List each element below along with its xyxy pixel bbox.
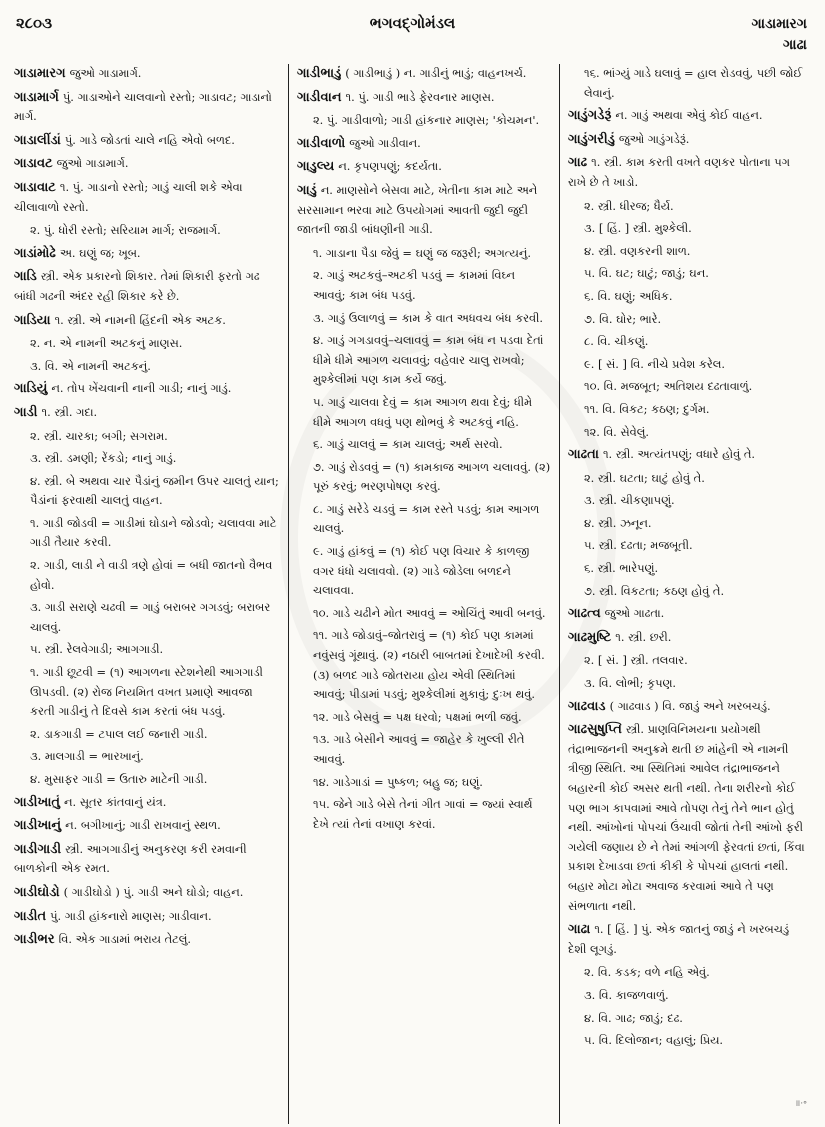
- entry: [568, 720, 811, 916]
- definition: જુઓ ગાડીવાન.: [349, 135, 421, 150]
- sense: ૬. વિ. ઘણું; અધિક.: [584, 288, 673, 303]
- sense: ૧૬. ભાંગ્યું ગાડે ઘલાવું = હાલ રોડવવું, પછી જોઈ લેવાનું.: [584, 66, 803, 100]
- guide-words: [751, 14, 807, 56]
- headword: ગાઢા: [568, 922, 591, 938]
- definition: ૧. સ્ત્રી. અત્યંતપણું; વધારે હોવું તે.: [602, 447, 756, 462]
- sense: ૨. સ્ત્રી. ઘટતા; ઘાટું હોવું તે.: [584, 470, 705, 485]
- headword: ગાઢવાડ: [568, 698, 606, 714]
- sense: ૨. પું. ધોરી રસ્તો; સરિયામ માર્ગ; રાજમાર્ગ.: [30, 223, 221, 238]
- headword: ગાડુંગરીડું: [568, 131, 615, 147]
- definition: વિ. એક ગાડામાં ભરાય તેટલું.: [58, 932, 192, 947]
- sense: ૩. વિ. કાજળવાળું.: [584, 987, 669, 1002]
- headword: ગાડુંગડેરૂં: [568, 108, 612, 124]
- entry: [14, 793, 280, 813]
- sense: ૫. ગાડું ચાલવા દેવું = કામ આગળ થવા દેવું; ધીમે ધીમે આગળ વધવું પણ થોભવું કે અટકવું નહિ.: [313, 394, 533, 429]
- entry: [14, 267, 280, 306]
- headword: ગાડુલ્ય: [297, 159, 335, 175]
- entry: [14, 244, 280, 264]
- sense: ૯. ગાડું હાંકવું = (૧) કોઈ પણ વિચાર કે કાળજી વગર ધંધો ચલાવવો. (૨) ગાડે જોડેલા બળદને ચલાવવા.: [313, 544, 530, 598]
- definition: ન. માણસોને બેસવા માટે, ખેતીના કામ માટે અને સરસામાન ભરવા માટે ઉપયોગમાં આવતી જુદી જુદી જાતની જાડી બાંધણીની ગાડી.: [297, 182, 538, 237]
- guide-word-last: ગાઢા: [782, 37, 807, 53]
- sense: ૪. મુસાફર ગાડી = ઉતારુ માટેની ગાડી.: [30, 772, 208, 786]
- sense: ૨. સ્ત્રી. ચારકા; બગી; સગરામ.: [30, 428, 168, 443]
- entry: [14, 311, 280, 331]
- definition: ન. કૃપણપણું; કદર્યતા.: [338, 159, 442, 174]
- definition: ૧. પું. ગાડી ભાડે ફેરવનાર માણસ.: [345, 89, 495, 104]
- sense: ૫. સ્ત્રી. દઢતા; મજબૂતી.: [584, 538, 693, 553]
- headword: ગાડીવાન: [297, 89, 342, 105]
- entry: [14, 883, 280, 903]
- entry: [14, 930, 280, 950]
- entry: [14, 154, 280, 174]
- headword: ગાડીખાતું: [14, 794, 61, 810]
- guide-word-first: ગાડામારગ: [751, 16, 807, 32]
- sense: ૨. પું. ગાડીવાળો; ગાડી હાંકનાર માણસ; 'કોચમન'.: [313, 113, 540, 128]
- entry: [14, 403, 280, 423]
- headword: ગાડું: [297, 182, 317, 198]
- entry: [297, 181, 551, 240]
- sense: ૪. વિ. ગાઢ; જાડું; દઢ.: [584, 1010, 683, 1025]
- entry: [297, 134, 551, 154]
- sense: ૩. [ હિં. ] સ્ત્રી. મુશ્કેલી.: [584, 221, 692, 236]
- sense: ૧. ગાડી છૂટવી = (૧) આગળના સ્ટેશનેથી આગગાડી ઊપડવી. (૨) રોજ નિયમિત વખત પ્રમાણે આવજા કરતી ગાડીનું તે દિવસે કામ કરતાં બંધ પડવું.: [30, 665, 263, 719]
- entry: [568, 697, 811, 717]
- corner-mark: ॥·॰: [794, 1099, 807, 1109]
- entry: [297, 88, 551, 108]
- entry: [14, 178, 280, 217]
- sense: ૧૧. વિ. વિકટ; કઠણ; દુર્ગમ.: [584, 401, 710, 416]
- headword: ગાડામારગ: [14, 66, 66, 81]
- definition: જુઓ ગાડામાર્ગ.: [69, 66, 142, 80]
- sense: ૨. સ્ત્રી. ધીરજ; ધૈર્ય.: [584, 198, 674, 213]
- definition: ન. ગાડું અથવા એવું કોઈ વાહન.: [615, 108, 763, 123]
- sense: ૫. વિ. ઘટ; ઘાટું; જાડું; ઘન.: [584, 266, 709, 281]
- headword: ગાડીભાડું: [297, 66, 342, 81]
- sense: ૨. ડાકગાડી = ટપાલ લઈ જનારી ગાડી.: [30, 726, 208, 741]
- sense: ૪. સ્ત્રી. ઝનૂન.: [584, 515, 652, 530]
- definition: જુઓ ગાડામાર્ગ.: [56, 156, 129, 171]
- page-header: [14, 12, 811, 64]
- column-middle: [288, 64, 560, 1124]
- sense: ૧૧. ગાડે જોડાવું–જોતરાવું = (૧) કોઈ પણ કામમાં નવુંસવું ગૂંથાવું. (૨) નઠારી બાબતમાં દેખાદેખી કરવી. (૩) બળદ ગાડે જોતરાયા હોય એવી સ્થિતિમાં આવવું; પીડામાં પડવું; મુશ્કેલીમાં મુકાવું; દુઃખ થવું.: [313, 628, 545, 702]
- definition: સ્ત્રી. પ્રાણવિનિમયના પ્રયોગથી તંદ્રાભાજનની અનુક્રમે થતી છ માંહેની એ નામની ત્રીજી સ્થિતિ. આ સ્થિતિમાં આવેલ તંદ્રાભાજનને બહારની કોઈ અસર થતી નથી. તેના શરીરનો કોઈ પણ ભાગ કાપવામાં આવે તોપણ તેનું તેને ભાન હોતું નથી. આંખોનાં પોપચાં ઉંચાવી જોતાં તેની આંખો ફરી ગયેલી જણાય છે ને તેમાં આંગળી ફેરવતાં છતાં, કિંવા પ્રકાશ દેખાડવા છતાં કીકી કે પોપચાં હાલતાં નથી. બહાર મોટા મોટા અવાજ કરવામાં આવે તે પણ સંભળાતા નથી.: [568, 722, 805, 913]
- entry: [568, 130, 811, 150]
- entry: [14, 379, 280, 399]
- definition: પું. ગાડે જોડતાં ચાલે નહિ એવો બળદ.: [64, 132, 235, 147]
- page-number: ૨૮૦૩: [16, 14, 53, 32]
- entry: [568, 106, 811, 126]
- entry: [14, 907, 280, 927]
- sense: ૩. વિ. એ નામની અટકનું.: [30, 358, 151, 373]
- headword: ગાડીત: [14, 908, 47, 924]
- entry: [568, 445, 811, 465]
- sense: ૧૨. ગાડે બેસવું = પક્ષ ધરવો; પક્ષમાં ભળી જવું.: [313, 709, 522, 724]
- sense: ૭. ગાડું રોડવવું = (૧) કામકાજ આગળ ચલાવવું. (૨) પૂરું કરવું; ભરણપોષણ કરવું.: [313, 459, 551, 494]
- entry: [14, 840, 280, 879]
- sense: ૩. વિ. લોભી; કૃપણ.: [584, 676, 677, 691]
- headword: ગાડિયા: [14, 312, 51, 328]
- headword: ગાડાલીંડાં: [14, 132, 61, 148]
- sense: ૬. સ્ત્રી. ભારેપણું.: [584, 561, 659, 576]
- sense: ૧. ગાડાના પૈડા જેવું = ઘણું જ જરૂરી; અગત્યનું.: [313, 245, 531, 260]
- sense: ૩. સ્ત્રી. ડમણી; રેંકડો; નાનું ગાડું.: [30, 451, 177, 466]
- headword: ગાડાવટ: [14, 156, 53, 172]
- definition: સ્ત્રી. એક પ્રકારનો શિકાર. તેમાં શિકારી ફરતો ગઢ બાંધી ગઢની અંદર રહી શિકાર કરે છે.: [14, 269, 260, 303]
- sense: ૧. ગાડી જોડવી = ગાડીમાં ઘોડાને જોડવો; ચલાવવા માટે ગાડી તૈયાર કરવી.: [30, 515, 277, 550]
- entry: [568, 153, 811, 192]
- entry: [14, 88, 280, 127]
- headword: ગાડી: [14, 404, 38, 420]
- sense: ૪. સ્ત્રી. બે અથવા ચાર પૈડાંનું જમીન ઉપર ચાલતું યાન; પૈડાંનાં ફરવાથી ચાલતું વાહન.: [30, 473, 279, 508]
- entry: [568, 920, 811, 959]
- headword: ગાડિ: [14, 269, 37, 285]
- definition: પું. ગાડી હાંકનારો માણસ; ગાડીવાન.: [50, 908, 212, 923]
- sense: ૯. [ સં. ] વિ. નીચે પ્રવેશ કરેલ.: [584, 356, 726, 371]
- dictionary-columns: [14, 64, 811, 1124]
- sense: ૧૫. જેને ગાડે બેસે તેનાં ગીત ગાવાં = જ્યાં સ્વાર્થ દેખે ત્યાં તેનાં વખાણ કરવાં.: [313, 797, 533, 831]
- entry: [297, 157, 551, 177]
- sense: ૧૦. વિ. મજબૂત; અતિશય દઢતાવાળું.: [584, 379, 753, 394]
- definition: ૧. પું. ગાડાનો રસ્તો; ગાડું ચાલી શકે એવા ચીલાવાળો રસ્તો.: [14, 179, 243, 214]
- headword: ગાડાંમોઢે: [14, 245, 56, 261]
- sense: ૮. વિ. ચીકણું.: [584, 334, 649, 349]
- headword: ગાડામાર્ગ: [14, 89, 59, 105]
- page-title: ભગવદ્ગોમંડલ: [369, 14, 456, 32]
- definition: ૧. સ્ત્રી. એ નામની હિંદની એક અટક.: [54, 312, 226, 327]
- sense: ૩. સ્ત્રી. ચીકણાપણું.: [584, 493, 675, 508]
- headword: ગાડીગાડી: [14, 841, 62, 857]
- headword: ગાડાવાટ: [14, 179, 56, 195]
- definition: અ. ઘણું જ; ખૂબ.: [59, 245, 141, 260]
- definition: ( ગાઢવાડ ) વિ. જાડું અને ખરબચડું.: [609, 698, 771, 713]
- definition: ૧. સ્ત્રી. ગદા.: [41, 404, 98, 419]
- definition: ન. સૂતર કાંતવાનું યંત્ર.: [64, 794, 167, 809]
- sense: ૨. ગાડું અટકવું–અટકી પડવું = કામમાં વિઘ્ન આવવું; કામ બંધ પડવું.: [313, 268, 516, 302]
- sense: ૬. ગાડું ચાલવું = કામ ચાલવું; અર્થ સરવો.: [313, 437, 503, 452]
- headword: ગાડીખાનું: [14, 818, 62, 834]
- sense: ૨. ગાડી, લાડી ને વાડી ત્રણે હોવાં = બધી જાતનો વૈભવ હોવો.: [30, 558, 273, 592]
- entry: [14, 131, 280, 151]
- sense: ૭. વિ. ઘોર; ભારે.: [584, 311, 662, 326]
- sense: ૧૨. વિ. સેવેલું.: [584, 424, 649, 439]
- sense: ૩. ગાડું ઉલાળવું = કામ કે વાત અધવચ બંધ કરવી.: [313, 310, 543, 325]
- headword: ગાઢત્વ: [568, 606, 601, 622]
- headword: ગાઢતા: [568, 447, 599, 463]
- sense: ૫. સ્ત્રી. રેલવેગાડી; આગગાડી.: [30, 642, 164, 657]
- sense: ૧૪. ગાડેગાડાં = પુષ્કળ; બહુ જ; ઘણું.: [313, 774, 483, 789]
- definition: ન. બગીખાનું; ગાડી રાખવાનું સ્થળ.: [65, 818, 221, 833]
- sense: ૨. વિ. કડક; વળે નહિ એવું.: [584, 965, 710, 980]
- definition: જુઓ ગાઢતા.: [604, 606, 665, 621]
- definition: ( ગાડીભાડું ) ન. ગાડીનું ભાડું; વાહનખર્ચ.: [345, 66, 527, 80]
- entry: [297, 64, 551, 84]
- headword: ગાડીઘોડો: [14, 884, 60, 900]
- headword: ગાઢમુષ્ટિ: [568, 629, 612, 645]
- entry: [568, 628, 811, 648]
- sense: ૨. ન. એ નામની અટકનું માણસ.: [30, 336, 183, 351]
- headword: ગાડીભર: [14, 932, 55, 948]
- sense: ૫. વિ. દિલોજાન; વહાલું; પ્રિય.: [584, 1033, 724, 1048]
- definition: સ્ત્રી. આગગાડીનું અનુકરણ કરી રમવાની બાળકોની એક રમત.: [14, 841, 247, 876]
- entry: [568, 604, 811, 624]
- sense: ૪. સ્ત્રી. વણકરની શાળ.: [584, 243, 691, 258]
- sense: ૪. ગાડું ગગડાવવું–ચલાવવું = કામ બંધ ન પડવા દેતાં ધીમે ધીમે આગળ ચલાવવું; વહેવાર ચાલુ રાખવો; મુશ્કેલીમાં પણ કામ કર્યે જવું.: [313, 333, 544, 387]
- entry: [14, 816, 280, 836]
- sense: ૭. સ્ત્રી. વિકટતા; કઠણ હોવું તે.: [584, 583, 725, 598]
- definition: ૧. [ હિં. ] પું. એક જાતનું જાડું ને ખરબચડું દેશી લૂગડું.: [568, 922, 790, 956]
- definition: ન. તોપ ખેંચવાની નાની ગાડી; નાનું ગાડું.: [51, 381, 232, 396]
- definition: પું. ગાડાઓને ચાલવાનો રસ્તો; ગાડાવટ; ગાડાનો માર્ગ.: [14, 89, 272, 124]
- column-left: [14, 64, 288, 1124]
- headword: ગાડીવાળો: [297, 135, 346, 151]
- sense: ૩. ગાડી સરાણે ચઢવી = ગાડું બરાબર ગગડવું; બરાબર ચાલવું.: [30, 600, 271, 634]
- headword: ગાઢ: [568, 155, 588, 171]
- entry: [14, 64, 280, 84]
- definition: જુઓ ગાડુંગડેરૂં.: [618, 131, 690, 146]
- definition: ( ગાડીઘોડો ) પું. ગાડી અને ઘોડો; વાહન.: [63, 884, 244, 899]
- sense: ૮. ગાડું સરેડે ચડવું = કામ રસ્તે પડવું; કામ આગળ ચાલવું.: [313, 501, 540, 536]
- sense: ૧૦. ગાડે ચઢીને મોત આવવું = ઓચિંતું આવી બનવું.: [313, 605, 546, 620]
- column-right: [560, 64, 811, 1124]
- sense: ૨. [ સં. ] સ્ત્રી. તલવાર.: [584, 653, 688, 668]
- sense: ૧૩. ગાડે બેસીને આવવું = જાહેર કે ખુલ્લી રીતે આવવું.: [313, 732, 525, 766]
- definition: ૧. સ્ત્રી. કામ કરતી વખતે વણકર પોતાના પગ રાખે છે તે ખાડો.: [568, 155, 790, 189]
- sense: ૩. માલગાડી = ભારખાનું.: [30, 749, 144, 764]
- definition: ૧. સ્ત્રી. છરી.: [615, 629, 672, 644]
- headword: ગાઢસુષુપ્તિ: [568, 722, 622, 738]
- headword: ગાડિયું: [14, 381, 48, 397]
